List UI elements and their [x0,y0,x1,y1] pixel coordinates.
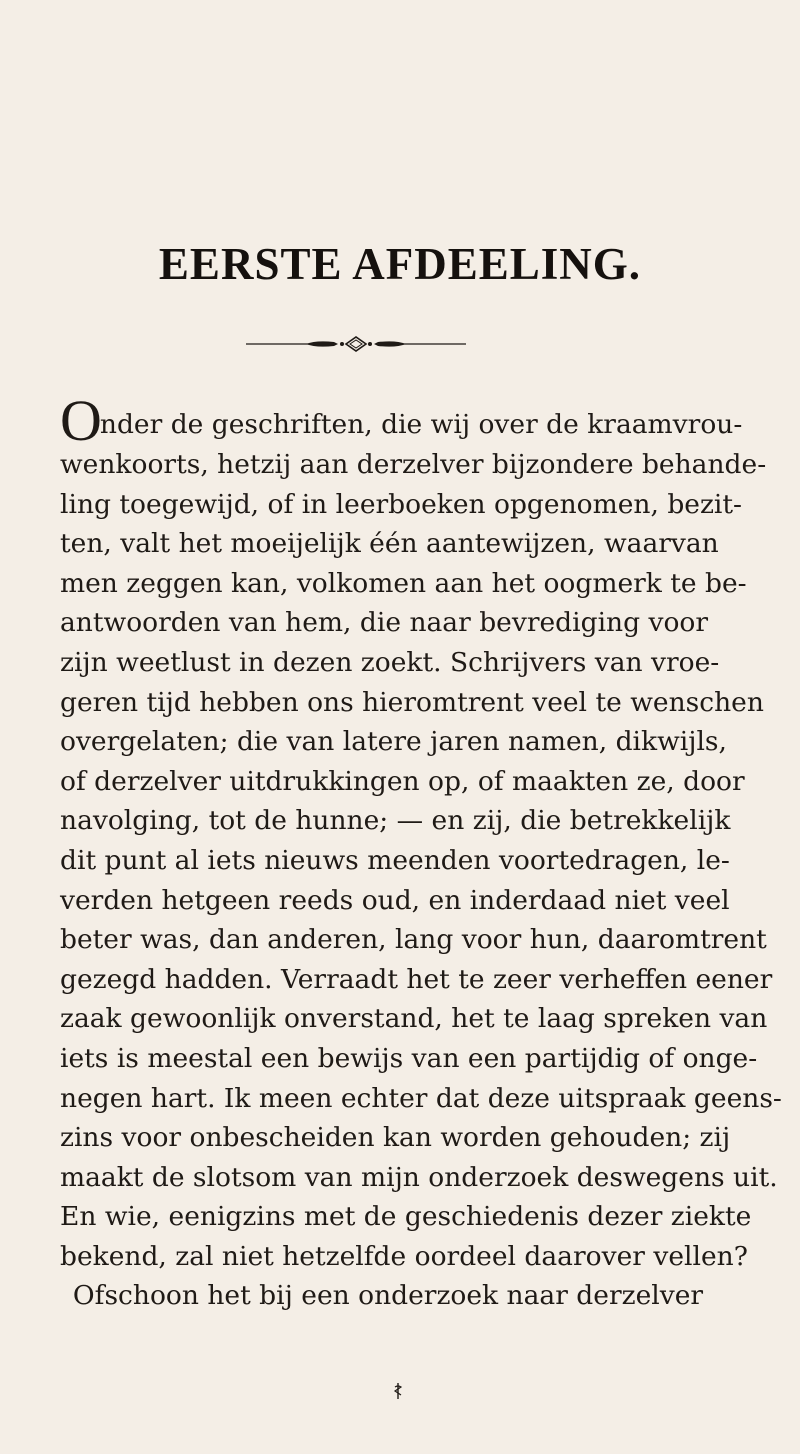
signature-mark-icon [393,1382,403,1400]
text-line: geren tijd hebben ons hieromtrent veel te wenschen [60,686,764,718]
section-heading: EERSTE AFDEELING. [158,239,642,289]
last-line: Ofschoon het bij een onderzoek naar derzelver [72,1280,704,1312]
text-line: verden hetgeen reeds oud, en inderdaad niet veel [60,884,730,916]
text-line: gezegd hadden. Verraadt het te zeer verheffen eener [60,963,773,995]
text-line: men zeggen kan, volkomen aan het oogmerk te be- [60,567,747,599]
body-text [60,388,782,1316]
text-line: beter was, dan anderen, lang voor hun, daaromtrent [60,924,767,956]
text-line: maakt de slotsom van mijn onderzoek deswegens uit. [60,1161,778,1193]
text-line: zins voor onbescheiden kan worden gehouden; zij [60,1122,731,1154]
text-line: antwoorden van hem, die naar bevrediging voor [60,607,709,639]
first-line [60,388,743,453]
first-line-text: nder de geschriften, die wij over de kraamvrou- [99,409,743,440]
text-line: ten, valt het moeijelijk één aantewijzen, waarvan [60,528,719,560]
text-line: dit punt al iets nieuws meenden voortedragen, le- [60,844,730,876]
text-line: wenkoorts, hetzij aan derzelver bijzondere behande- [60,449,767,480]
text-line: navolging, tot de hunne; — en zij, die betrekkelijk [60,805,731,837]
scroll-ornament-icon [246,334,466,354]
text-line: of derzelver uitdrukkingen op, of maakten ze, door [60,765,745,797]
text-line: bekend, zal niet hetzelfde oordeel daarover vellen? [60,1240,748,1272]
paragraph-lines [60,445,782,1276]
drop-cap: O [60,388,102,453]
text-line: negen hart. Ik meen echter dat deze uitspraak geens- [60,1082,782,1114]
text-line: zaak gewoonlijk onverstand, het te laag spreken van [60,1003,768,1035]
text-line: overgelaten; die van latere jaren namen, dikwijls, [60,726,727,758]
text-line: ling toegewijd, of in leerboeken opgenomen, bezit- [60,488,743,520]
text-line: En wie, eenigzins met de geschiedenis dezer ziekte [60,1201,752,1233]
text-line: iets is meestal een bewijs van een partijdig of onge- [60,1042,758,1074]
text-line: zijn weetlust in dezen zoekt. Schrijvers van vroe- [60,646,720,678]
